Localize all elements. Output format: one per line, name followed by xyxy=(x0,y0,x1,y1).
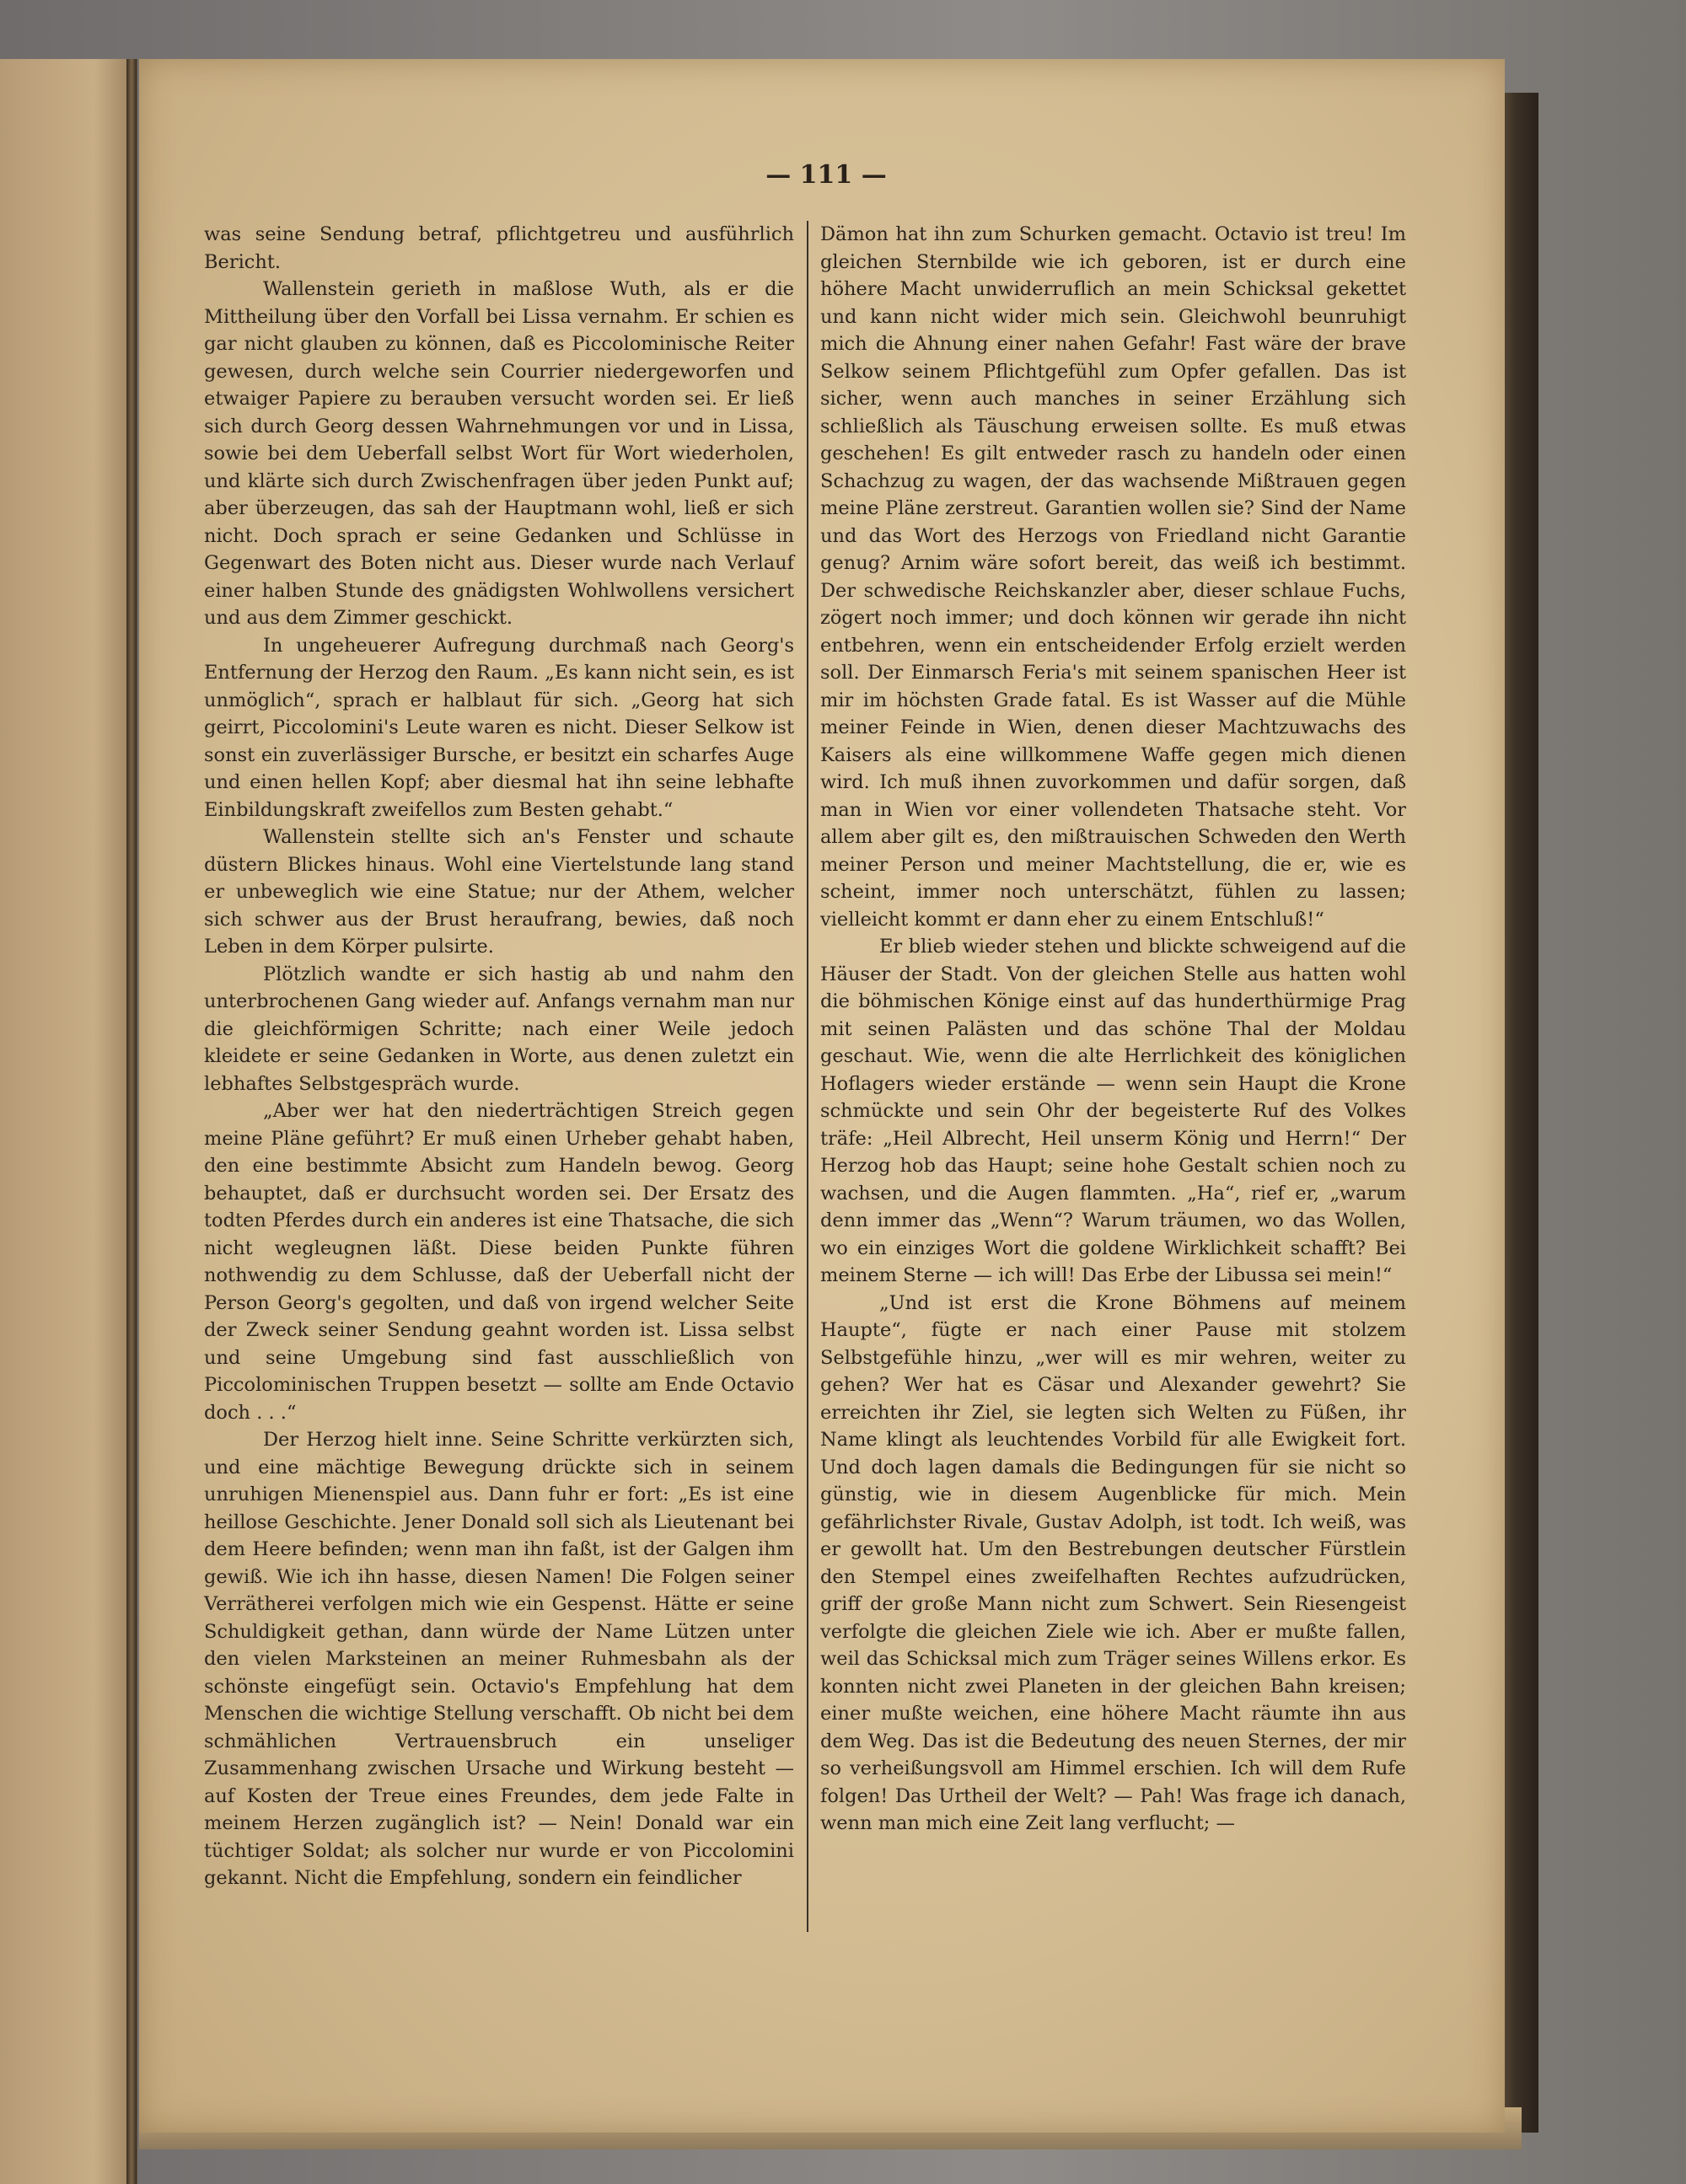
paragraph: In ungeheuerer Aufregung durchmaß nach Georg's Entfernung der Herzog den Raum. „Es kann nicht sein, es ist unmöglich“, sprach er halblaut für sich. „Georg hat sich geirrt, Piccolomini's Leute waren es nicht. Dieser Selkow ist sonst ein zuverlässiger Bursche, er besitzt ein scharfes Auge und einen hellen Kopf; aber diesmal hat ihn seine lebhafte Einbildungskraft zweifellos zum Besten gehabt.“ xyxy=(204,634,794,821)
paragraph: Plötzlich wandte er sich hastig ab und nahm den unterbrochenen Gang wieder auf. Anfangs vernahm man nur die gleichförmigen Schritte; nach einer Weile jedoch kleidete er seine Gedanken in Worte, aus denen zuletzt ein lebhaftes Selbstgespräch wurde. xyxy=(204,963,794,1095)
paragraph: Wallenstein stellte sich an's Fenster und schaute düstern Blickes hinaus. Wohl eine Viertelstunde lang stand er unbeweglich wie eine Statue; nur der Athem, welcher sich schwer aus der Brust heraufrang, bewies, daß noch Leben in dem Körper pulsirte. xyxy=(204,826,794,958)
right-text-column xyxy=(820,221,1406,1838)
column-divider xyxy=(807,221,808,1932)
paragraph: „Und ist erst die Krone Böhmens auf meinem Haupte“, fügte er nach einer Pause mit stolzem Selbstgefühle hinzu, „wer will es mir wehren, weiter zu gehen? Wer hat es Cäsar und Alexander gewehrt? Sie erreichten ihr Ziel, sie legten sich Welten zu Füßen, ihr Name klingt als leuchtendes Vorbild für alle Ewigkeit fort. Und doch lagen damals die Bedingungen für sie nicht so günstig, wie in diesem Augenblicke für mich. Mein gefährlichster Rivale, Gustav Adolph, ist todt. Ich weiß, was er gewollt hat. Um den Bestrebungen deutscher Fürstlein den Stempel eines zweifelhaften Rechtes aufzudrücken, griff der große Mann nicht zum Schwert. Sein Riesengeist verfolgte die gleichen Ziele wie ich. Aber er mußte fallen, weil das Schicksal mich zum Träger seines Willens erkor. Es konnten nicht zwei Planeten in der gleichen Bahn kreisen; einer mußte weichen, eine höhere Macht räumte ihn aus dem Weg. Das ist die Bedeutung des neuen Sternes, der mir so verheißungsvoll am Himmel erschien. Ich will dem Rufe folgen! Das Urtheil der Welt? — Pah! Was frage ich danach, wenn man mich eine Zeit lang verflucht; — xyxy=(820,1291,1406,1834)
facing-page-edge xyxy=(0,59,137,2184)
paragraph: „Aber wer hat den niederträchtigen Streich gegen meine Pläne geführt? Er muß einen Urheber gehabt haben, den eine bestimmte Absicht zum Handeln bewog. Georg behauptet, daß er durchsucht worden sei. Der Ersatz des todten Pferdes durch ein anderes ist eine Thatsache, die sich nicht wegleugnen läßt. Diese beiden Punkte führen nothwendig zu dem Schlusse, daß der Ueberfall nicht der Person Georg's gegolten, und daß von irgend welcher Seite der Zweck seiner Sendung geahnt worden ist. Lissa selbst und seine Umgebung sind fast ausschließlich von Piccolominischen Truppen besetzt — sollte am Ende Octavio doch . . .“ xyxy=(204,1100,794,1424)
paragraph: Dämon hat ihn zum Schurken gemacht. Octavio ist treu! Im gleichen Sternbilde wie ich geboren, ist er durch eine höhere Macht unwiderruflich an mein Schicksal gekettet und kann nicht wider mich sein. Gleichwohl beunruhigt mich die Ahnung einer nahen Gefahr! Fast wäre der brave Selkow seinem Pflichtgefühl zum Opfer gefallen. Das ist sicher, wenn auch manches in seiner Erzählung sich schließlich als Täuschung erweisen sollte. Es muß etwas geschehen! Es gilt entweder rasch zu handeln oder einen Schachzug zu wagen, der das wachsende Mißtrauen gegen meine Pläne zerstreut. Garantien wollen sie? Sind der Name und das Wort des Herzogs von Friedland nicht Garantie genug? Arnim wäre sofort bereit, das weiß ich bestimmt. Der schwedische Reichskanzler aber, dieser schlaue Fuchs, zögert noch immer; und doch können wir gerade ihn nicht entbehren, wenn ein entscheidender Erfolg erzielt werden soll. Der Einmarsch Feria's mit seinem spanischen Heer ist mir im höchsten Grade fatal. Es ist Wasser auf die Mühle meiner Feinde in Wien, denen dieser Machtzuwachs des Kaisers als eine willkommene Waffe gegen mich dienen wird. Ich muß ihnen zuvorkommen und dafür sorgen, daß man in Wien vor einer vollendeten Thatsache steht. Vor allem aber gilt es, den mißtrauischen Schweden den Werth meiner Person und meiner Machtstellung, die er, wie es scheint, immer noch unterschätzt, fühlen zu lassen; vielleicht kommt er dann eher zu einem Entschluß!“ xyxy=(820,223,1406,931)
paragraph: Er blieb wieder stehen und blickte schweigend auf die Häuser der Stadt. Von der gleichen Stelle aus hatten wohl die böhmischen Könige einst auf das hunderthürmige Prag mit seinen Palästen und das schöne Thal der Moldau geschaut. Wie, wenn die alte Herrlichkeit des königlichen Hoflagers wieder erstände — wenn sein Haupt die Krone schmückte und sein Ohr der begeisterte Ruf des Volkes träfe: „Heil Albrecht, Heil unserm König und Herrn!“ Der Herzog hob das Haupt; seine hohe Gestalt schien noch zu wachsen, und die Augen flammten. „Ha“, rief er, „warum denn immer das „Wenn“? Warum träumen, wo das Wollen, wo ein einziges Wort die goldene Wirklichkeit schafft? Bei meinem Sterne — ich will! Das Erbe der Libussa sei mein!“ xyxy=(820,936,1406,1286)
left-text-column xyxy=(204,221,794,1892)
paragraph: was seine Sendung betraf, pflichtgetreu und ausführlich Bericht. xyxy=(204,223,794,273)
book-spine xyxy=(126,59,137,2184)
page-stack-edge xyxy=(1501,93,1538,2133)
paragraph: Wallenstein gerieth in maßlose Wuth, als er die Mittheilung über den Vorfall bei Lissa vernahm. Er schien es gar nicht glauben zu können, daß es Piccolominische Reiter gewesen, durch welche sein Courrier niedergeworfen und etwaiger Papiere zu berauben versucht worden sei. Er ließ sich durch Georg dessen Wahrnehmungen vor und in Lissa, sowie bei dem Ueberfall selbst Wort für Wort wiederholen, und klärte sich durch Zwischenfragen über jeden Punkt auf; aber überzeugen, das sah der Hauptmann wohl, ließ er sich nicht. Doch sprach er seine Gedanken und Schlüsse in Gegenwart des Boten nicht aus. Dieser wurde nach Verlauf einer halben Stunde des gnädigsten Wohlwollens versichert und aus dem Zimmer geschickt. xyxy=(204,278,794,629)
page-number: — 111 — xyxy=(765,160,887,190)
paragraph: Der Herzog hielt inne. Seine Schritte verkürzten sich, und eine mächtige Bewegung drückte sich in seinem unruhigen Mienenspiel aus. Dann fuhr er fort: „Es ist eine heillose Geschichte. Jener Donald soll sich als Lieutenant bei dem Heere befinden; wenn man ihn faßt, ist der Galgen ihm gewiß. Wie ich ihn hasse, diesen Namen! Die Folgen seiner Verrätherei verfolgen mich wie ein Gespenst. Hätte er seine Schuldigkeit gethan, dann würde der Name Lützen unter den vielen Marksteinen an meiner Ruhmesbahn als der schönste eingefügt sein. Octavio's Empfehlung hat dem Menschen die wichtige Stellung verschafft. Ob nicht bei dem schmählichen Vertrauensbruch ein unseliger Zusammenhang zwischen Ursache und Wirkung besteht — auf Kosten der Treue eines Freundes, dem jede Falte in meinem Herzen zugänglich ist? — Nein! Donald war ein tüchtiger Soldat; als solcher nur wurde er von Piccolomini gekannt. Nicht die Empfehlung, sondern ein feindlicher xyxy=(204,1429,794,1889)
